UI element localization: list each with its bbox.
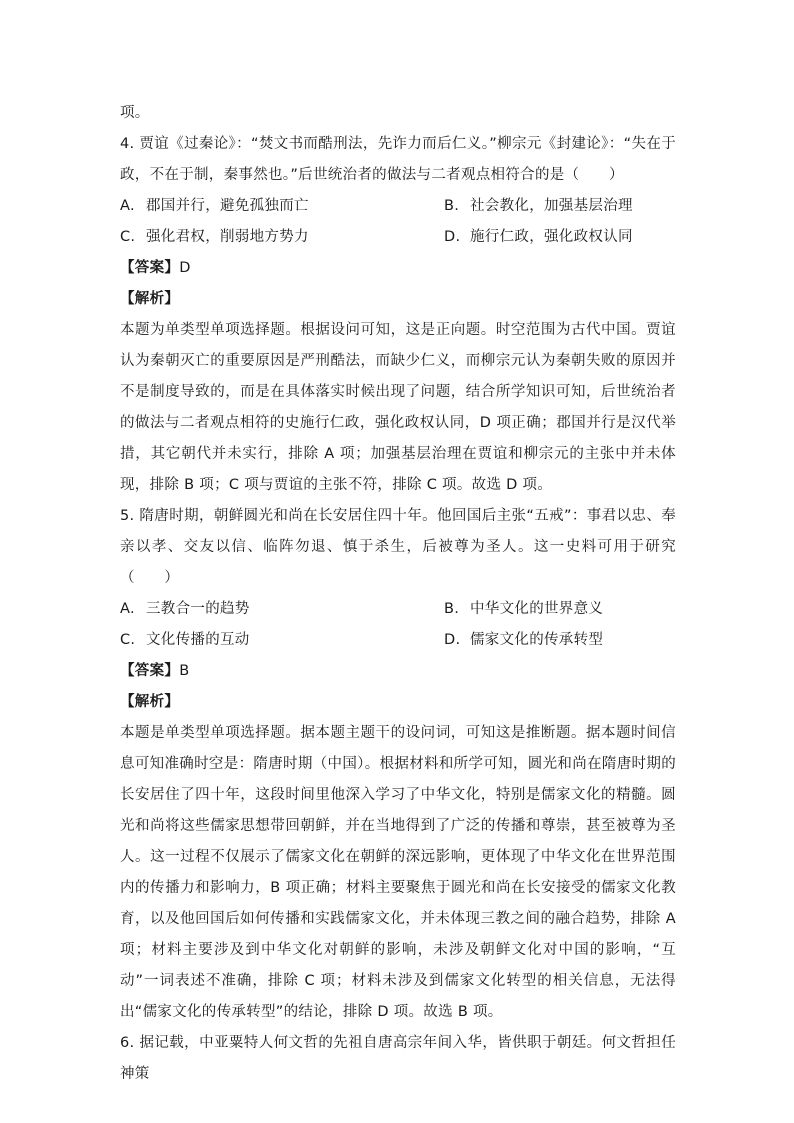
option-text: 文化传播的互动 bbox=[146, 632, 250, 648]
option-letter: D. bbox=[444, 632, 461, 648]
question-4 bbox=[120, 129, 676, 501]
option-b bbox=[444, 191, 676, 222]
option-text: 儒家文化的传承转型 bbox=[470, 632, 604, 648]
option-c bbox=[120, 625, 444, 656]
option-text: 郡国并行，避免孤独而亡 bbox=[146, 198, 309, 214]
option-c bbox=[120, 222, 444, 253]
option-text: 三教合一的趋势 bbox=[146, 601, 250, 617]
option-list bbox=[120, 594, 676, 656]
option-letter: D. bbox=[444, 229, 461, 245]
option-text: 社会教化，加强基层治理 bbox=[470, 198, 633, 214]
option-a bbox=[120, 191, 444, 222]
question-6-stem: 6. 据记载，中亚粟特人何文哲的先祖自唐高宗年间入华，皆供职于朝廷。何文哲担任神策 bbox=[120, 1035, 676, 1082]
answer-value: D bbox=[179, 260, 191, 276]
answer-value: B bbox=[179, 663, 190, 679]
question-5 bbox=[120, 501, 676, 1028]
option-d bbox=[444, 625, 676, 656]
option-letter: A. bbox=[120, 198, 135, 214]
answer-line bbox=[120, 656, 676, 687]
question-stem: 4. 贾谊《过秦论》：“焚文书而酷刑法，先诈力而后仁义。”柳宗元《封建论》：“失在于政，不在于制，秦事然也。”后世统治者的做法与二者观点相符合的是（ ） bbox=[120, 136, 676, 183]
option-d bbox=[444, 222, 676, 253]
previous-question-tail: 项。 bbox=[120, 105, 150, 121]
option-text: 强化君权，削弱地方势力 bbox=[146, 229, 309, 245]
answer-label: 【答案】 bbox=[120, 663, 180, 679]
option-letter: B. bbox=[444, 601, 460, 617]
option-letter: B. bbox=[444, 198, 460, 214]
option-letter: C. bbox=[120, 229, 136, 245]
option-letter: A. bbox=[120, 601, 135, 617]
document-content bbox=[120, 98, 676, 1090]
answer-label: 【答案】 bbox=[120, 260, 180, 276]
analysis-text: 本题是单类型单项选择题。据本题主题干的设问词，可知这是推断题。据本题时间信息可知准确时空是：隋唐时期（中国）。根据材料和所学可知，圆光和尚在隋唐时期的长安居住了四十年，这段时间里他深入学习了中华文化，特别是儒家文化的精髓。圆光和尚将这些儒家思想带回朝鲜，并在当地得到了广泛的传播和尊崇，甚至被尊为圣人。这一过程不仅展示了儒家文化在朝鲜的深远影响，更体现了中华文化在世界范围内的传播力和影响力，B 项正确；材料主要聚焦于圆光和尚在长安接受的儒家文化教育，以及他回国后如何传播和实践儒家文化，并未体现三教之间的融合趋势，排除 A 项；材料主要涉及到中华文化对朝鲜的影响，未涉及朝鲜文化对中国的影响，“互动”一词表述不准确，排除 C 项；材料未涉及到儒家文化转型的相关信息，无法得出“儒家文化的传承转型”的结论，排除 D 项。故选 B 项。 bbox=[120, 725, 676, 1020]
answer-line bbox=[120, 253, 676, 284]
option-list bbox=[120, 191, 676, 253]
analysis-text: 本题为单类型单项选择题。根据设问可知，这是正向题。时空范围为古代中国。贾谊认为秦朝灭亡的重要原因是严刑酷法，而缺少仁义，而柳宗元认为秦朝失败的原因并不是制度导致的，而是在具体落实时候出现了问题，结合所学知识可知，后世统治者的做法与二者观点相符的史施行仁政，强化政权认同，D 项正确；郡国并行是汉代举措，其它朝代并未实行，排除 A 项；加强基层治理在贾谊和柳宗元的主张中并未体现，排除 B 项；C 项与贾谊的主张不符，排除 C 项。故选 D 项。 bbox=[120, 322, 676, 493]
question-stem: 5. 隋唐时期，朝鲜圆光和尚在长安居住四十年。他回国后主张“五戒”：事君以忠、奉亲以孝、交友以信、临阵勿退、慎于杀生，后被尊为圣人。这一史料可用于研究（ ） bbox=[120, 508, 676, 586]
option-text: 施行仁政，强化政权认同 bbox=[470, 229, 633, 245]
analysis-label: 【解析】 bbox=[120, 694, 180, 710]
analysis-label: 【解析】 bbox=[120, 291, 180, 307]
option-text: 中华文化的世界意义 bbox=[470, 601, 604, 617]
option-b bbox=[444, 594, 676, 625]
option-a bbox=[120, 594, 444, 625]
option-letter: C. bbox=[120, 632, 136, 648]
